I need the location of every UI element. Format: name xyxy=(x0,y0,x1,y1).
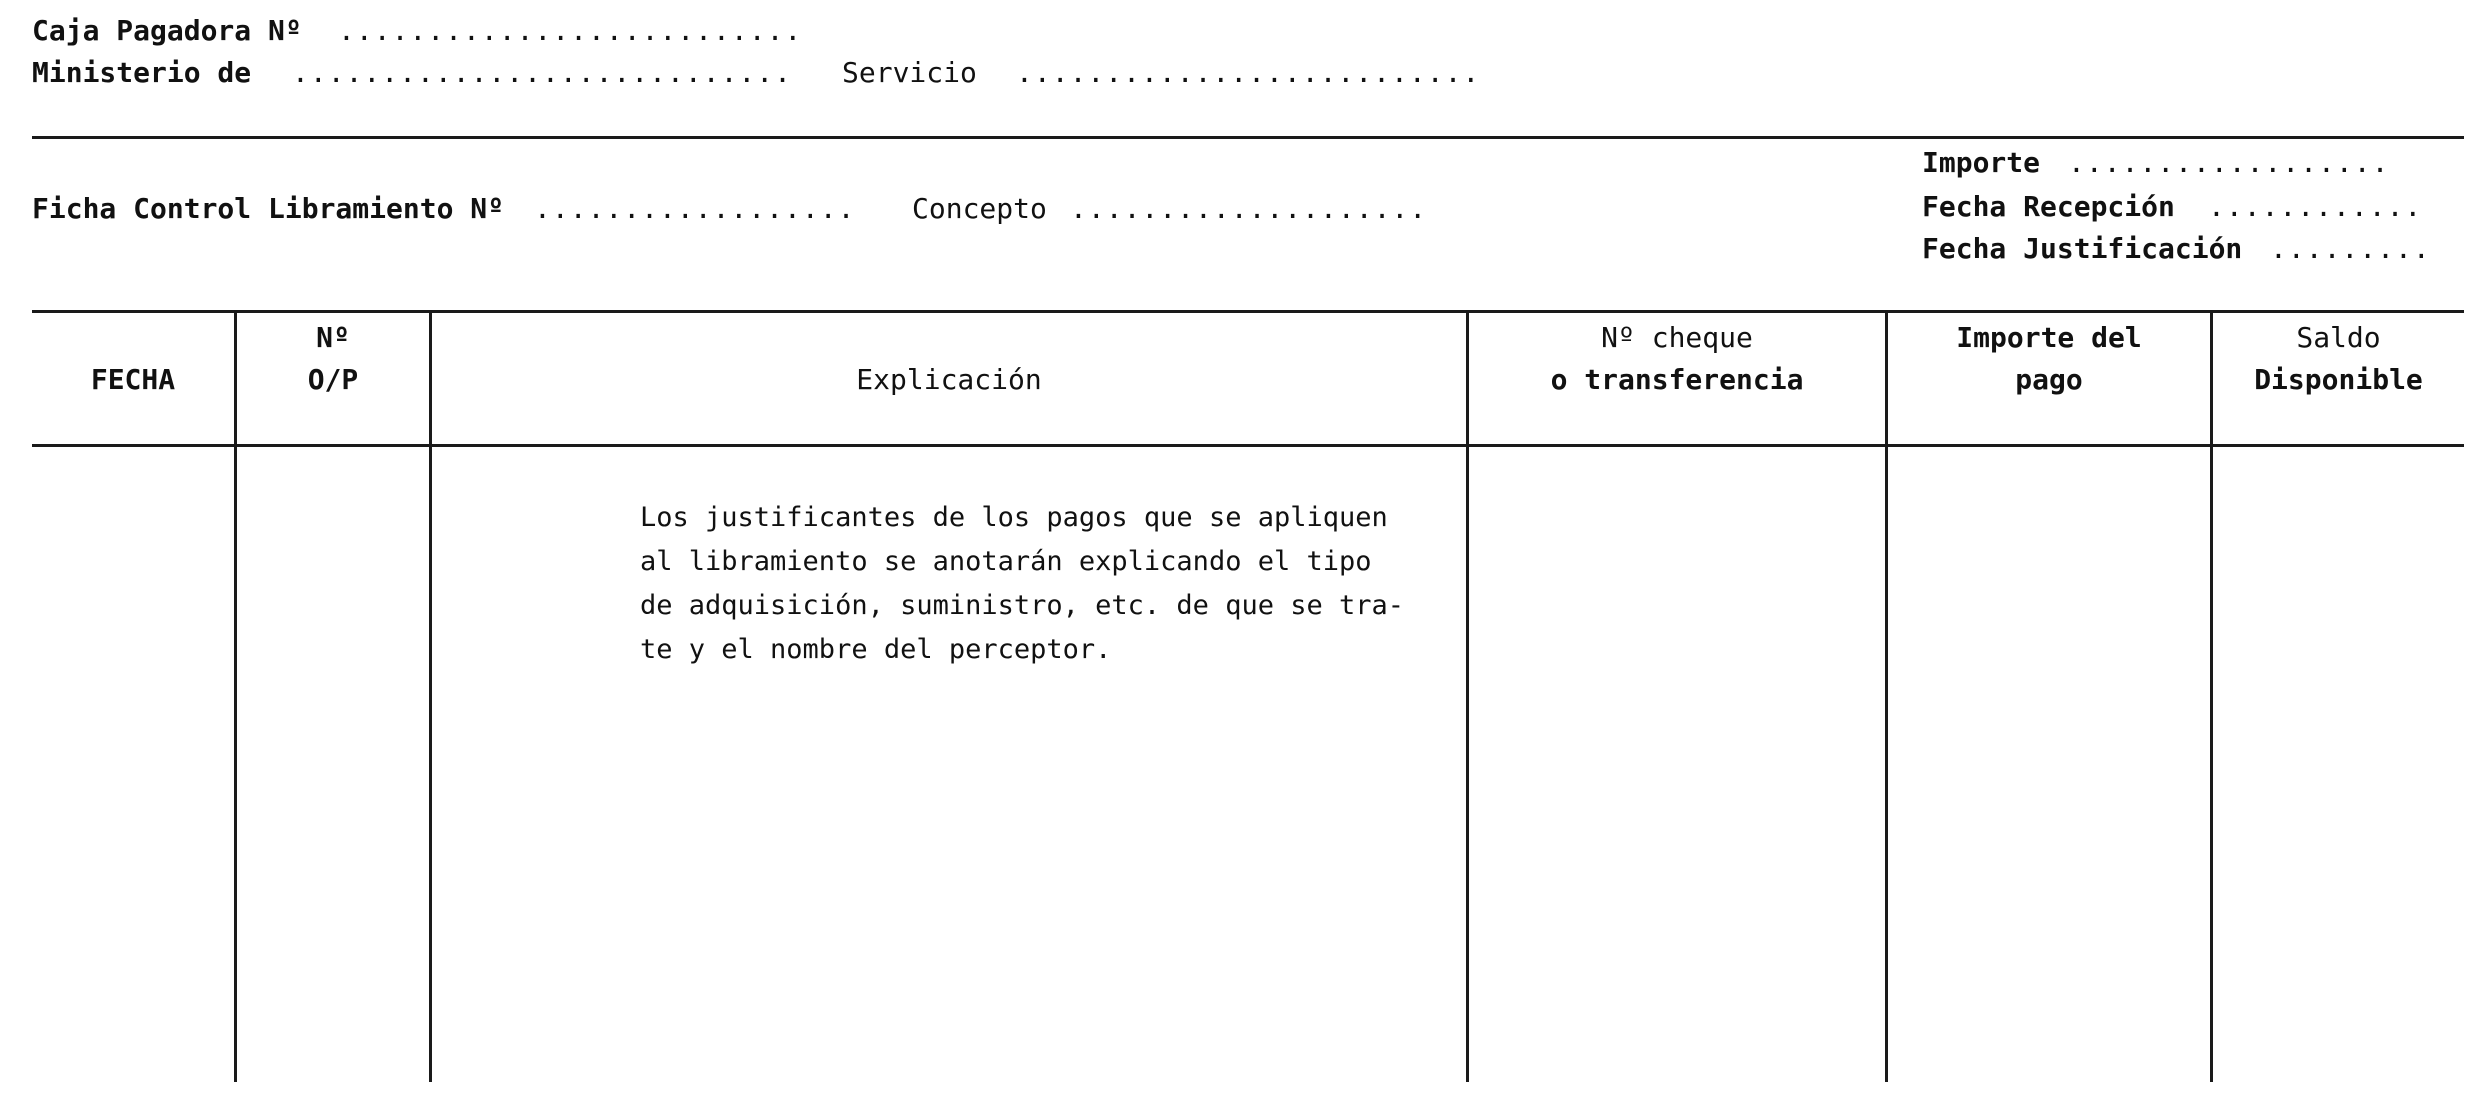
concepto-field[interactable]: .................... xyxy=(1070,192,1428,225)
importe-label: Importe xyxy=(1922,146,2041,179)
column-header-fecha: FECHA xyxy=(90,363,176,396)
fecha-recepcion-label: Fecha Recepción xyxy=(1922,190,2175,223)
instruction-line: al libramiento se anotarán explicando el tipo xyxy=(640,546,1372,577)
ficha-control-label: Ficha Control Libramiento Nº xyxy=(32,192,505,225)
column-divider xyxy=(1466,310,1469,1082)
ficha-control-field[interactable]: .................. xyxy=(534,192,856,225)
caja-pagadora-label: Caja Pagadora Nº xyxy=(32,14,302,47)
column-header-cheque-line1: Nº cheque xyxy=(1601,321,1753,354)
table-header-border xyxy=(32,444,2464,447)
ministerio-field[interactable]: ............................ xyxy=(292,56,793,89)
concepto-label: Concepto xyxy=(912,192,1047,225)
column-divider xyxy=(1885,310,1888,1082)
servicio-field[interactable]: .......................... xyxy=(1016,56,1481,89)
importe-field[interactable]: .................. xyxy=(2068,146,2390,179)
table-top-border xyxy=(32,310,2464,313)
column-header-op-line1: Nº xyxy=(316,321,350,354)
column-divider xyxy=(234,310,237,1082)
column-header-importe-line2: pago xyxy=(2015,363,2083,396)
column-header-op-line2: O/P xyxy=(307,363,359,396)
header-divider xyxy=(32,136,2464,139)
fecha-justificacion-field[interactable]: ......... xyxy=(2270,232,2431,265)
column-header-saldo-line1: Saldo xyxy=(2296,321,2381,354)
fecha-recepcion-field[interactable]: ............ xyxy=(2208,190,2423,223)
fecha-justificacion-label: Fecha Justificación xyxy=(1922,232,2243,265)
column-header-explicacion: Explicación xyxy=(856,363,1042,396)
column-header-cheque-line2: o transferencia xyxy=(1550,363,1804,396)
instruction-line: Los justificantes de los pagos que se apliquen xyxy=(640,502,1388,533)
column-header-importe-line1: Importe del xyxy=(1956,321,2142,354)
servicio-label: Servicio xyxy=(842,56,977,89)
caja-pagadora-field[interactable]: .......................... xyxy=(338,14,803,47)
column-header-saldo-line2: Disponible xyxy=(2254,363,2423,396)
ministerio-label: Ministerio de xyxy=(32,56,252,89)
column-divider xyxy=(429,310,432,1082)
instruction-line: de adquisición, suministro, etc. de que se tra- xyxy=(640,590,1405,621)
column-divider xyxy=(2210,310,2213,1082)
instruction-line: te y el nombre del perceptor. xyxy=(640,634,1112,665)
